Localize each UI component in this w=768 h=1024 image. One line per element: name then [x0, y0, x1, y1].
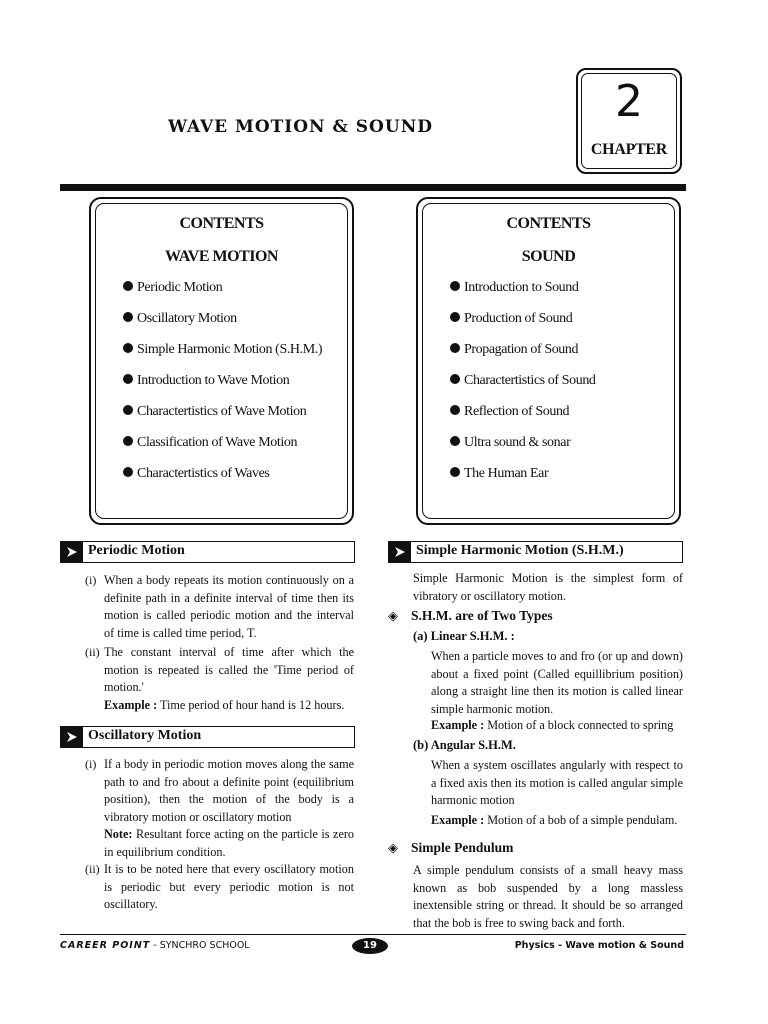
footer-brand-suffix: - SYNCHRO SCHOOL: [150, 940, 250, 951]
paragraph: When a particle moves to and fro (or up and down) about a fixed point (Called equillibrium position) along a straight line then its motion is called linear simple harmonic motion.: [431, 649, 683, 716]
bullet-dot-icon: [450, 467, 460, 477]
arrow-marker-icon: [61, 542, 83, 562]
item-number: (i): [85, 757, 97, 771]
example-text: Motion of a bob of a simple pendulam.: [487, 813, 678, 827]
contents-item-label: Introduction to Wave Motion: [137, 373, 290, 388]
contents-item: [123, 311, 322, 342]
sub-title: Angular S.H.M.: [430, 738, 516, 752]
contents-item: [123, 373, 322, 404]
bullet-dot-icon: [123, 343, 133, 353]
chapter-badge: [576, 68, 682, 174]
footer-rule: [60, 934, 686, 935]
contents-item: [123, 404, 322, 435]
sub-label: (a): [413, 629, 428, 643]
chapter-title: WAVE MOTION & SOUND: [168, 117, 433, 137]
footer-right: Physics - Wave motion & Sound: [514, 940, 684, 951]
item-number: (i): [85, 573, 97, 587]
contents-item-label: Production of Sound: [464, 311, 573, 326]
contents-heading: CONTENTS: [179, 215, 264, 232]
example-label: Example :: [104, 698, 158, 712]
chapter-number: 2: [615, 76, 643, 127]
contents-item: [450, 404, 596, 435]
contents-item: [123, 435, 322, 466]
arrow-marker-icon: [389, 542, 411, 562]
example-line: [431, 812, 686, 830]
bullet-dot-icon: [450, 436, 460, 446]
footer-left: [60, 940, 250, 951]
header-rule: [60, 184, 686, 191]
diamond-bullet-icon: ◈: [388, 608, 398, 623]
note-text: Resultant force acting on the particle is zero in equilibrium condition.: [104, 827, 355, 859]
example-label: Example :: [431, 718, 485, 732]
contents-item-label: Charactertistics of Sound: [464, 373, 596, 388]
paragraph: When a body repeats its motion continuously on a definite path in a definite interval of time then its motion is called periodic motion and the interval of time is called time period, T.: [104, 573, 354, 640]
contents-item-label: Charactertistics of Waves: [137, 466, 270, 481]
footer-brand: CAREER POINT: [60, 940, 151, 951]
contents-item-label: Oscillatory Motion: [137, 311, 237, 326]
subsection-title: S.H.M. are of Two Types: [411, 608, 553, 623]
section-title: Oscillatory Motion: [88, 728, 202, 743]
bullet-dot-icon: [123, 405, 133, 415]
sub-heading-angular: [413, 738, 516, 753]
section-title: Periodic Motion: [88, 543, 185, 558]
section-header-oscillatory-motion: [60, 726, 355, 748]
bullet-dot-icon: [123, 467, 133, 477]
paragraph: A simple pendulum consists of a small heavy mass known as bob suspended by a long massless inextensible string or thread. It should be so arranged that the bob is free to swing back and forth.: [413, 863, 683, 930]
chapter-label: CHAPTER: [590, 141, 668, 158]
section-header-periodic-motion: [60, 541, 355, 563]
contents-item: [450, 435, 596, 466]
contents-item-label: Simple Harmonic Motion (S.H.M.): [137, 342, 323, 357]
contents-item-label: Classification of Wave Motion: [137, 435, 298, 450]
arrow-marker-icon: [61, 727, 83, 747]
contents-item: [450, 280, 596, 311]
bullet-dot-icon: [450, 312, 460, 322]
item-number: (ii): [85, 645, 100, 659]
bullet-dot-icon: [123, 312, 133, 322]
bullet-dot-icon: [450, 343, 460, 353]
sub-title: Linear S.H.M. :: [430, 629, 515, 643]
contents-item-label: Propagation of Sound: [464, 342, 579, 357]
subsection-heading: [388, 840, 513, 856]
contents-item: [450, 342, 596, 373]
contents-item-label: Introduction to Sound: [464, 280, 579, 295]
contents-subheading: SOUND: [521, 248, 576, 265]
paragraph: It is to be noted here that every oscillatory motion is periodic but every periodic motion is not oscillatory.: [104, 862, 354, 911]
paragraph: When a system oscillates angularly with respect to a fixed axis then its motion is called angular simple harmonic motion: [431, 758, 683, 807]
example-text: Motion of a block connected to spring: [487, 718, 674, 732]
subsection-title: Simple Pendulum: [411, 840, 514, 855]
contents-item: [123, 280, 322, 311]
sub-label: (b): [413, 738, 429, 752]
contents-subheading: WAVE MOTION: [165, 248, 278, 265]
section-header-shm: [388, 541, 683, 563]
contents-item: [450, 373, 596, 404]
contents-item-label: Charactertistics of Wave Motion: [137, 404, 307, 419]
contents-item-label: Periodic Motion: [137, 280, 223, 295]
contents-heading: CONTENTS: [506, 215, 591, 232]
contents-box-wave-motion: [89, 197, 354, 525]
contents-item: [450, 311, 596, 342]
bullet-dot-icon: [123, 281, 133, 291]
contents-item-label: The Human Ear: [464, 466, 549, 481]
sub-heading-linear: [413, 629, 515, 644]
bullet-dot-icon: [123, 374, 133, 384]
page-number: 19: [352, 938, 388, 954]
diamond-bullet-icon: ◈: [388, 840, 398, 855]
contents-list: [450, 280, 596, 497]
bullet-dot-icon: [450, 281, 460, 291]
example-line: [431, 717, 686, 735]
bullet-dot-icon: [123, 436, 133, 446]
contents-item-label: Reflection of Sound: [464, 404, 570, 419]
section-title: Simple Harmonic Motion (S.H.M.): [416, 543, 624, 558]
bullet-dot-icon: [450, 405, 460, 415]
contents-list: [123, 280, 322, 497]
note-paragraph: [104, 826, 354, 861]
contents-item: [450, 466, 596, 497]
contents-item: [123, 342, 322, 373]
note-label: Note:: [104, 827, 133, 841]
paragraph: The constant interval of time after which the motion is repeated is called the 'Time period of motion.': [104, 645, 354, 694]
example-label: Example :: [431, 813, 485, 827]
bullet-dot-icon: [450, 374, 460, 384]
subsection-heading: [388, 608, 553, 624]
paragraph: Simple Harmonic Motion is the simplest form of vibratory or oscillatory motion.: [413, 571, 683, 603]
paragraph: If a body in periodic motion moves along the same path to and fro about a definite point (equilibrium position), then the motion of the body is a vibratory motion or oscillatory motion: [104, 757, 354, 824]
contents-item: [123, 466, 322, 497]
example-text: Time period of hour hand is 12 hours.: [159, 698, 345, 712]
example-line: [104, 697, 359, 715]
contents-item-label: Ultra sound & sonar: [464, 435, 571, 450]
item-number: (ii): [85, 862, 100, 876]
contents-box-sound: [416, 197, 681, 525]
